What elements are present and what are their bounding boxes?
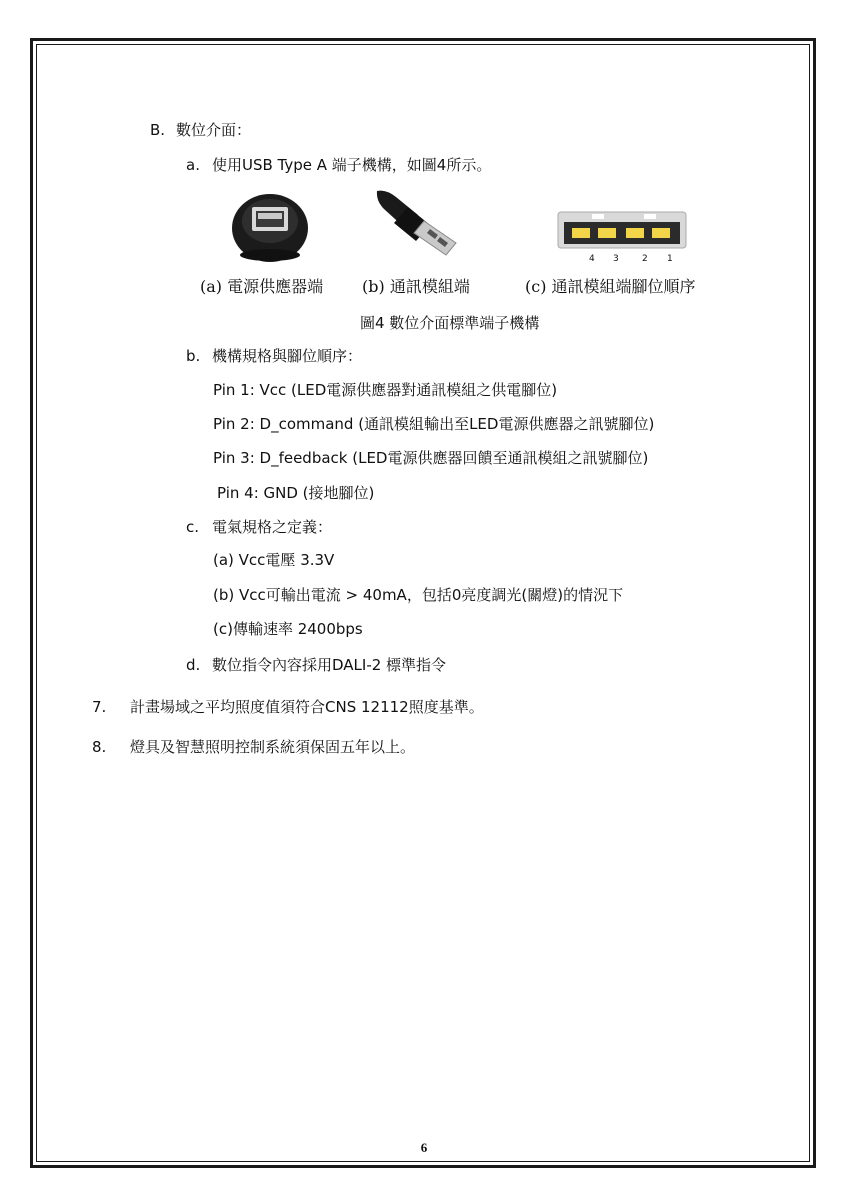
item-7-text: 計畫場域之平均照度值須符合CNS 12112照度基準。	[130, 698, 484, 716]
elec-spec-b: (b) Vcc可輸出電流 > 40mA，包括0亮度調光(關燈)的情況下	[213, 586, 624, 604]
comm-module-usb-plug-image	[372, 185, 467, 257]
item-a-label: a.	[186, 156, 200, 174]
pin-2-line: Pin 2: D_command (通訊模組輸出至LED電源供應器之訊號腳位)	[213, 415, 655, 433]
pin-1-line: Pin 1: Vcc (LED電源供應器對通訊模組之供電腳位)	[213, 381, 558, 399]
item-c-label: c.	[186, 518, 200, 536]
caption-c: (c) 通訊模組端腳位順序	[525, 277, 696, 296]
pin-4-line: Pin 4: GND (接地腳位)	[217, 484, 375, 502]
section-b-heading: 數位介面：	[176, 121, 252, 139]
usb-pin-order-image	[556, 208, 688, 256]
elec-spec-c: (c)傳輸速率 2400bps	[213, 620, 363, 638]
item-d-label: d.	[186, 656, 201, 674]
section-b-label: B.	[150, 121, 166, 139]
page-number: 6	[420, 1140, 428, 1155]
pin-3-line: Pin 3: D_feedback (LED電源供應器回饋至通訊模組之訊號腳位)	[213, 449, 649, 467]
item-8-text: 燈具及智慧照明控制系統須保固五年以上。	[130, 738, 416, 756]
item-c-text: 電氣規格之定義：	[212, 518, 333, 536]
item-7-label: 7.	[92, 698, 107, 716]
pin-number-1: 1	[667, 254, 673, 264]
item-8-label: 8.	[92, 738, 107, 756]
power-supply-usb-connector-image	[222, 183, 322, 267]
item-d-text: 數位指令內容採用DALI-2 標準指令	[212, 656, 447, 674]
elec-spec-a: (a) Vcc電壓 3.3V	[213, 551, 335, 569]
item-a-text: 使用USB Type A 端子機構，如圖4所示。	[212, 156, 492, 174]
item-b-text: 機構規格與腳位順序：	[212, 347, 363, 365]
pin-number-2: 2	[642, 254, 648, 264]
pin-number-3: 3	[613, 254, 619, 264]
caption-a: (a) 電源供應器端	[200, 277, 324, 296]
item-b-label: b.	[186, 347, 201, 365]
caption-b: (b) 通訊模組端	[362, 277, 470, 296]
figure-caption: 圖4 數位介面標準端子機構	[360, 314, 540, 332]
pin-number-4: 4	[589, 254, 595, 264]
